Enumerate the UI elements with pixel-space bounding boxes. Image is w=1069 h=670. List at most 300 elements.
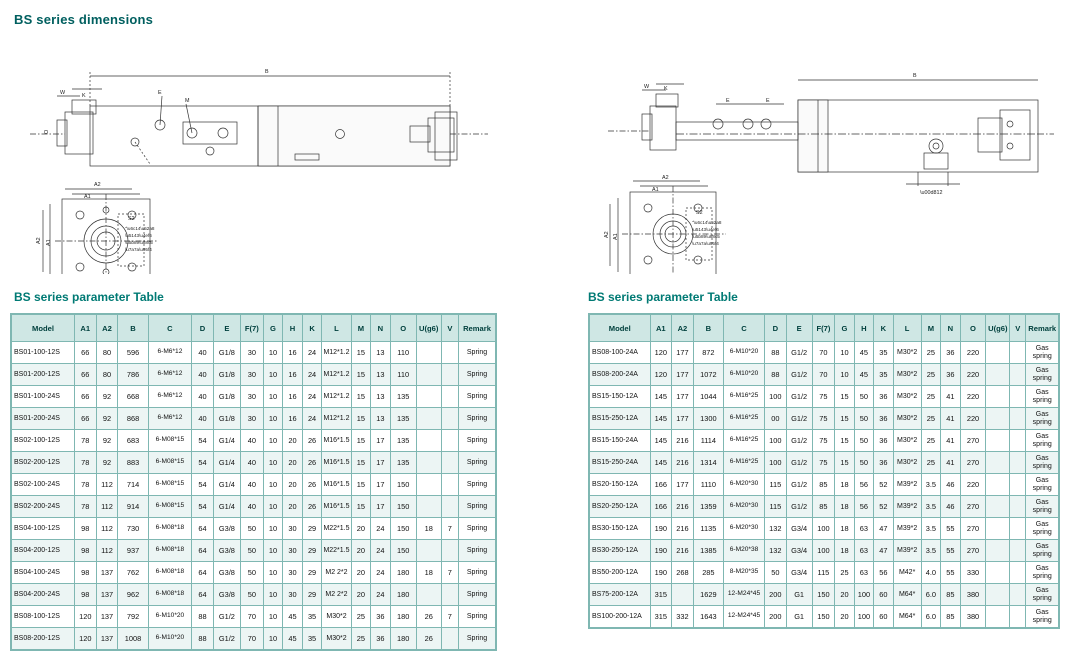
cell-m: 25 [921,386,940,408]
cell-n: 24 [371,518,391,540]
dim-label-W: W [60,90,66,96]
cell-remark: Gas spring [1026,496,1059,518]
cell-m: 3.5 [921,518,940,540]
cell-k: 56 [874,562,893,584]
cell-b: 683 [118,430,148,452]
dim-label-S2: S2 [128,216,135,222]
cell-d: 50 [765,562,787,584]
cell-f-7-: 150 [812,606,835,628]
cell-o: 380 [960,584,986,606]
cell-remark: Spring [459,628,496,650]
cell-l: M30*2 [322,628,351,650]
cell-u-g6- [986,342,1010,364]
cell-k: 52 [874,474,893,496]
cell-u-g6- [986,430,1010,452]
cell-model: BS08-100-12S [12,606,75,628]
cell-a1: 166 [650,474,672,496]
cell-u-g6- [986,474,1010,496]
cell-d: 54 [192,452,214,474]
cell-o: 270 [960,540,986,562]
cell-v [441,496,458,518]
right-technical-drawing [588,34,1058,274]
cell-a1: 98 [74,540,96,562]
cell-m: 3.5 [921,474,940,496]
cell-k: 26 [302,496,322,518]
cell-h: 30 [283,584,303,606]
table-row [12,496,496,518]
cell-a2: 92 [96,408,118,430]
cell-u-g6- [986,496,1010,518]
cell-o: 180 [390,628,416,650]
dim-label-K: K [82,93,86,99]
cell-o: 135 [390,386,416,408]
cell-b: 1629 [693,584,723,606]
cell-a1: 120 [74,628,96,650]
right-table-title: BS series parameter Table [588,290,738,304]
cell-a1: 145 [650,430,672,452]
cell-h: 63 [854,562,873,584]
cell-n: 41 [941,452,960,474]
table-row [590,474,1059,496]
cell-model: BS50-200-12A [590,562,651,584]
cn-note-right-line2: \u5143\u4ef6 [692,227,719,232]
cell-b: 1114 [693,430,723,452]
cell-v [1010,408,1026,430]
cell-a1: 98 [74,562,96,584]
cell-f-7-: 40 [240,430,263,452]
cell-d: 132 [765,540,787,562]
cell-f-7-: 85 [812,496,835,518]
cell-l: M12*1.2 [322,364,351,386]
left-col-f-7-: F(7) [240,315,263,342]
cell-k: 29 [302,562,322,584]
cell-l: M39*2 [893,540,921,562]
cell-l: M2 2*2 [322,584,351,606]
cell-c: 6-M08*18 [148,584,191,606]
cell-v [1010,562,1026,584]
cell-c: 6-M20*30 [723,518,764,540]
cell-n: 46 [941,474,960,496]
cell-o: 180 [390,584,416,606]
cell-e: G3/8 [213,518,240,540]
cell-g: 10 [263,386,283,408]
cell-model: BS20-250-12A [590,496,651,518]
cell-g: 10 [263,540,283,562]
cell-c: 6-M16*25 [723,408,764,430]
cell-m: 20 [351,540,371,562]
cell-e: G1/2 [786,474,812,496]
cell-v [1010,584,1026,606]
cell-g: 15 [835,386,854,408]
cell-f-7-: 75 [812,452,835,474]
cell-d: 88 [765,364,787,386]
cell-l: M30*2 [893,364,921,386]
cell-m: 15 [351,408,371,430]
cell-h: 20 [283,474,303,496]
cell-c: 6-M08*15 [148,496,191,518]
cell-h: 20 [283,496,303,518]
cell-a1: 145 [650,408,672,430]
cell-m: 15 [351,364,371,386]
cell-h: 16 [283,364,303,386]
right-col-o: O [960,315,986,342]
cell-f-7-: 75 [812,408,835,430]
cell-o: 110 [390,364,416,386]
cell-g: 25 [835,562,854,584]
right-col-model: Model [590,315,651,342]
cell-l: M12*1.2 [322,408,351,430]
cell-m: 25 [921,364,940,386]
cell-f-7-: 50 [240,540,263,562]
cell-v [1010,496,1026,518]
cell-n: 41 [941,430,960,452]
cell-remark: Spring [459,386,496,408]
cell-model: BS01-100-12S [12,342,75,364]
cell-d: 54 [192,430,214,452]
cell-g: 10 [263,364,283,386]
cell-k: 29 [302,584,322,606]
table-row [12,606,496,628]
cell-g: 10 [263,430,283,452]
cell-h: 45 [854,342,873,364]
dim-label-M: M [185,98,190,104]
cell-e: G1/2 [786,342,812,364]
cell-n: 55 [941,562,960,584]
cell-u-g6- [416,540,441,562]
cell-remark: Gas spring [1026,518,1059,540]
cell-g: 15 [835,430,854,452]
cell-a2: 112 [96,540,118,562]
cell-n: 85 [941,606,960,628]
cell-c: 6-M10*20 [723,364,764,386]
cell-f-7-: 75 [812,430,835,452]
dim-label-S2-right: S2 [696,210,703,216]
cell-g: 10 [263,584,283,606]
cell-m: 15 [351,474,371,496]
cell-o: 270 [960,430,986,452]
dim-label-E-right-1: E [726,98,730,104]
cell-f-7-: 30 [240,408,263,430]
cell-f-7-: 40 [240,496,263,518]
cell-n: 55 [941,540,960,562]
cell-remark: Gas spring [1026,408,1059,430]
cell-remark: Gas spring [1026,452,1059,474]
right-col-h: H [854,315,873,342]
cell-g: 18 [835,474,854,496]
cell-a2: 216 [672,518,694,540]
table-row [590,452,1059,474]
cell-f-7-: 100 [812,518,835,540]
cell-h: 30 [283,562,303,584]
cell-l: M16*1.5 [322,452,351,474]
cell-a2: 112 [96,496,118,518]
cell-remark: Spring [459,474,496,496]
cell-b: 596 [118,342,148,364]
right-col-b: B [693,315,723,342]
cell-n: 36 [371,606,391,628]
cell-u-g6-: 26 [416,606,441,628]
cell-n: 36 [941,342,960,364]
cell-o: 220 [960,386,986,408]
cell-f-7-: 30 [240,342,263,364]
cell-b: 1135 [693,518,723,540]
cell-m: 25 [351,628,371,650]
cell-model: BS15-150-12A [590,386,651,408]
cell-f-7-: 70 [812,342,835,364]
cell-e: G3/8 [213,562,240,584]
cell-g: 15 [835,408,854,430]
cell-k: 60 [874,606,893,628]
cell-u-g6-: 18 [416,562,441,584]
cell-c: 6-M16*25 [723,386,764,408]
cell-n: 17 [371,452,391,474]
cell-e: G3/8 [213,540,240,562]
dim-label-A1-right-vert: A1 [613,233,619,240]
cell-remark: Spring [459,342,496,364]
cell-d: 200 [765,584,787,606]
cell-f-7-: 70 [240,606,263,628]
cell-c: 6-M6*12 [148,386,191,408]
cell-model: BS30-250-12A [590,540,651,562]
table-row [590,584,1059,606]
right-col-c: C [723,315,764,342]
cell-k: 24 [302,386,322,408]
cell-a1: 145 [650,452,672,474]
cell-u-g6- [416,474,441,496]
cell-m: 20 [351,518,371,540]
cell-n: 24 [371,584,391,606]
cell-l: M30*2 [322,606,351,628]
cell-k: 35 [874,342,893,364]
cell-v [441,452,458,474]
right-col-d: D [765,315,787,342]
right-col-u-g6-: U(g6) [986,315,1010,342]
cell-a2: 137 [96,562,118,584]
cell-a1: 120 [74,606,96,628]
cell-d: 40 [192,386,214,408]
cell-k: 35 [874,364,893,386]
cell-g: 10 [263,496,283,518]
cell-remark: Spring [459,452,496,474]
cell-l: M16*1.5 [322,430,351,452]
cell-h: 50 [854,430,873,452]
cell-g: 10 [263,562,283,584]
cell-c: 6-M16*25 [723,452,764,474]
cell-k: 26 [302,474,322,496]
cell-g: 18 [835,496,854,518]
left-col-h: H [283,315,303,342]
table-row [12,386,496,408]
cell-d: 64 [192,540,214,562]
cell-model: BS15-250-12A [590,408,651,430]
cell-a2: 92 [96,386,118,408]
cell-h: 50 [854,386,873,408]
cell-k: 52 [874,496,893,518]
table-row [12,408,496,430]
cell-e: G3/8 [213,584,240,606]
cell-g: 10 [263,408,283,430]
cell-b: 962 [118,584,148,606]
cell-u-g6- [416,364,441,386]
cell-o: 270 [960,518,986,540]
cell-o: 150 [390,474,416,496]
cell-h: 20 [283,430,303,452]
cell-remark: Gas spring [1026,474,1059,496]
cell-n: 41 [941,408,960,430]
cell-h: 30 [283,518,303,540]
cell-m: 15 [351,430,371,452]
cell-e: G1/8 [213,408,240,430]
cell-d: 100 [765,386,787,408]
cell-m: 6.0 [921,584,940,606]
cell-e: G3/4 [786,562,812,584]
cell-d: 88 [192,606,214,628]
cell-k: 29 [302,518,322,540]
cell-c: 6-M08*15 [148,430,191,452]
cn-note-line4: \u7a7a\u95f4 [125,247,152,252]
cell-c: 8-M20*35 [723,562,764,584]
right-col-a2: A2 [672,315,694,342]
cell-l: M2 2*2 [322,562,351,584]
cell-c: 6-M10*20 [723,342,764,364]
cell-v [441,386,458,408]
cell-c: 6-M20*30 [723,474,764,496]
left-col-model: Model [12,315,75,342]
cell-c: 6-M10*20 [148,628,191,650]
cell-remark: Spring [459,606,496,628]
cell-c: 6-M08*15 [148,452,191,474]
cell-k: 47 [874,518,893,540]
cell-h: 30 [283,540,303,562]
cell-o: 135 [390,430,416,452]
cell-v [441,408,458,430]
cn-note-line1: "\u6c14\u52a8 [125,226,155,231]
cell-f-7-: 75 [812,386,835,408]
cell-h: 45 [283,628,303,650]
cell-model: BS08-200-12S [12,628,75,650]
cell-remark: Gas spring [1026,606,1059,628]
dim-label-A1-vert: A1 [46,239,52,246]
cell-n: 36 [371,628,391,650]
cell-a2: 137 [96,606,118,628]
cell-f-7-: 50 [240,584,263,606]
cell-e: G1/2 [786,408,812,430]
right-col-g: G [835,315,854,342]
cell-a1: 190 [650,518,672,540]
cell-h: 100 [854,584,873,606]
cell-u-g6- [416,408,441,430]
right-col-k: K [874,315,893,342]
table-row [12,364,496,386]
cell-f-7-: 50 [240,518,263,540]
cell-n: 41 [941,386,960,408]
cell-model: BS100-200-12A [590,606,651,628]
cell-a2: 137 [96,584,118,606]
cell-remark: Spring [459,496,496,518]
cell-o: 150 [390,496,416,518]
cell-o: 380 [960,606,986,628]
right-parameter-table-container [588,313,1060,629]
cell-a1: 120 [650,342,672,364]
left-technical-drawing [10,34,510,274]
cell-l: M39*2 [893,518,921,540]
cell-a2: 177 [672,408,694,430]
table-row [590,606,1059,628]
cell-e: G3/4 [786,518,812,540]
cell-n: 13 [371,342,391,364]
cell-remark: Spring [459,430,496,452]
dim-label-E: E [158,90,162,96]
cell-d: 88 [192,628,214,650]
cell-g: 18 [835,540,854,562]
cell-l: M42* [893,562,921,584]
cell-d: 54 [192,474,214,496]
left-col-u-g6-: U(g6) [416,315,441,342]
cell-e: G1/2 [213,606,240,628]
cell-g: 20 [835,606,854,628]
cell-u-g6- [986,606,1010,628]
cell-v [441,364,458,386]
cell-remark: Gas spring [1026,562,1059,584]
table-row [12,628,496,650]
table-row [12,452,496,474]
cell-f-7-: 100 [812,540,835,562]
cell-a1: 66 [74,386,96,408]
cell-n: 13 [371,364,391,386]
cell-d: 200 [765,606,787,628]
cell-a2: 112 [96,518,118,540]
cell-k: 36 [874,408,893,430]
cell-h: 50 [854,408,873,430]
cell-k: 26 [302,430,322,452]
cell-h: 56 [854,474,873,496]
cell-u-g6- [416,584,441,606]
cell-n: 13 [371,408,391,430]
cell-remark: Spring [459,562,496,584]
dim-label-K-right: K [664,86,668,92]
cell-remark: Spring [459,364,496,386]
cell-l: M12*1.2 [322,386,351,408]
cell-a1: 66 [74,364,96,386]
cell-e: G1/2 [786,496,812,518]
cell-h: 100 [854,606,873,628]
cell-u-g6-: 18 [416,518,441,540]
cell-a2: 177 [672,342,694,364]
cell-o: 220 [960,408,986,430]
table-row [590,518,1059,540]
cell-k: 24 [302,364,322,386]
cell-f-7-: 50 [240,562,263,584]
cell-v [1010,518,1026,540]
table-row [12,430,496,452]
table-row [12,474,496,496]
table-row [590,342,1059,364]
cell-l: M22*1.5 [322,518,351,540]
dim-label-A2-right: A2 [662,175,669,181]
cell-l: M30*2 [893,452,921,474]
cell-l: M64* [893,606,921,628]
right-table-body [590,342,1059,628]
cell-f-7-: 30 [240,386,263,408]
left-drawing-svg [10,34,510,274]
cell-l: M39*2 [893,474,921,496]
cell-d: 115 [765,474,787,496]
cell-m: 25 [351,606,371,628]
cell-d: 54 [192,496,214,518]
cell-n: 24 [371,562,391,584]
cell-m: 20 [351,562,371,584]
cell-b: 872 [693,342,723,364]
